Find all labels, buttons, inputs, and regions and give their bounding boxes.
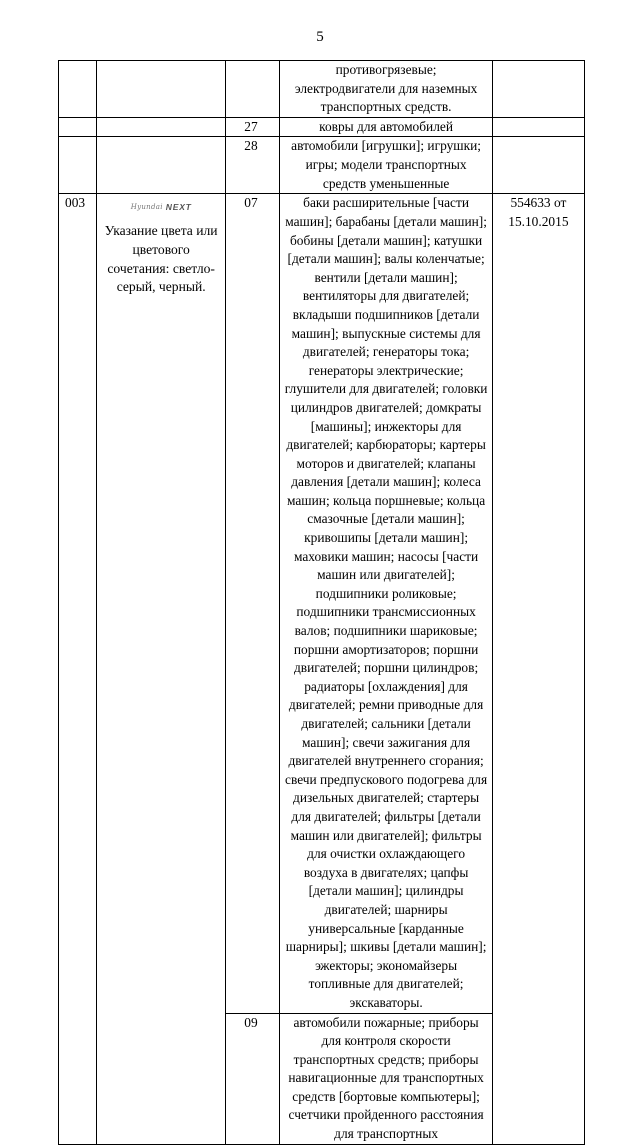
cell-class: 09: [226, 1013, 280, 1144]
cell-mark: [97, 137, 226, 194]
cell-goods: баки расширительные [части машин]; барабаны [детали машин]; бобины [детали машин]; катушки [детали машин]; валы коленчатые; вентили [детали машин]; вентиляторы для двигателей; вкладыши подшипников [детали машин]; выпускные системы для двигателей; генераторы тока; генераторы электрические; глушители для двигателей; головки цилиндров двигателей; домкраты [машины]; инжекторы для двигателей; карбюраторы; картеры моторов и двигателей; клапаны давления [детали машин]; колеса машин; кольца поршневые; кольца смазочные [детали машин]; кривошипы [детали машин]; маховики машин; насосы [части машин или двигателей]; подшипники роликовые; подшипники трансмиссионных валов; подшипники шариковые; поршни амортизаторов; поршни двигателей; поршни цилиндров; радиаторы [охлаждения] для двигателей; ремни приводные для двигателей; сальники [детали машин]; свечи зажигания для двигателей внутреннего сгорания; свечи предпускового подогрева для дизельных двигателей; стартеры для двигателей; фильтры [детали машин или двигателей]; фильтры для очистки охлаждающего воздуха в двигателях; цапфы [детали машин]; цилиндры двигателей; шарниры универсальные [карданные шарниры]; шкивы [детали машин]; эжекторы; экономайзеры топливные для двигателей; экскаваторы.: [280, 194, 492, 1013]
table-row: [59, 61, 585, 118]
cell-registration: [492, 61, 584, 118]
logo-word: NEXT: [165, 202, 192, 213]
page-number: 5: [316, 29, 324, 45]
table-row: [59, 117, 585, 137]
cell-number: 003: [59, 194, 97, 1144]
cell-class: [226, 61, 280, 118]
trademark-table: [58, 60, 585, 1145]
cell-goods: автомобили пожарные; приборы для контроля скорости транспортных средств; приборы навигационные для транспортных средств [бортовые компьютеры]; счетчики пройденного расстояния для транспортных: [280, 1013, 492, 1144]
cell-class: 27: [226, 117, 280, 137]
logo-script: Hyundai: [130, 203, 163, 212]
cell-goods: автомобили [игрушки]; игрушки; игры; модели транспортных средств уменьшенные: [280, 137, 492, 194]
trademark-logo: [101, 196, 221, 218]
color-note: Указание цвета или цветового сочетания: светло-серый, черный.: [104, 223, 218, 295]
table-row: [59, 194, 585, 1013]
cell-number: [59, 117, 97, 137]
cell-registration: [492, 117, 584, 137]
table-row: [59, 137, 585, 194]
cell-mark: [97, 117, 226, 137]
cell-class: 28: [226, 137, 280, 194]
cell-mark: [97, 61, 226, 118]
cell-registration: [492, 137, 584, 194]
cell-class: 07: [226, 194, 280, 1013]
cell-goods: ковры для автомобилей: [280, 117, 492, 137]
cell-registration: 554633 от 15.10.2015: [492, 194, 584, 1144]
cell-goods: противогрязевые; электродвигатели для наземных транспортных средств.: [280, 61, 492, 118]
cell-number: [59, 137, 97, 194]
cell-mark: [97, 194, 226, 1144]
cell-number: [59, 61, 97, 118]
